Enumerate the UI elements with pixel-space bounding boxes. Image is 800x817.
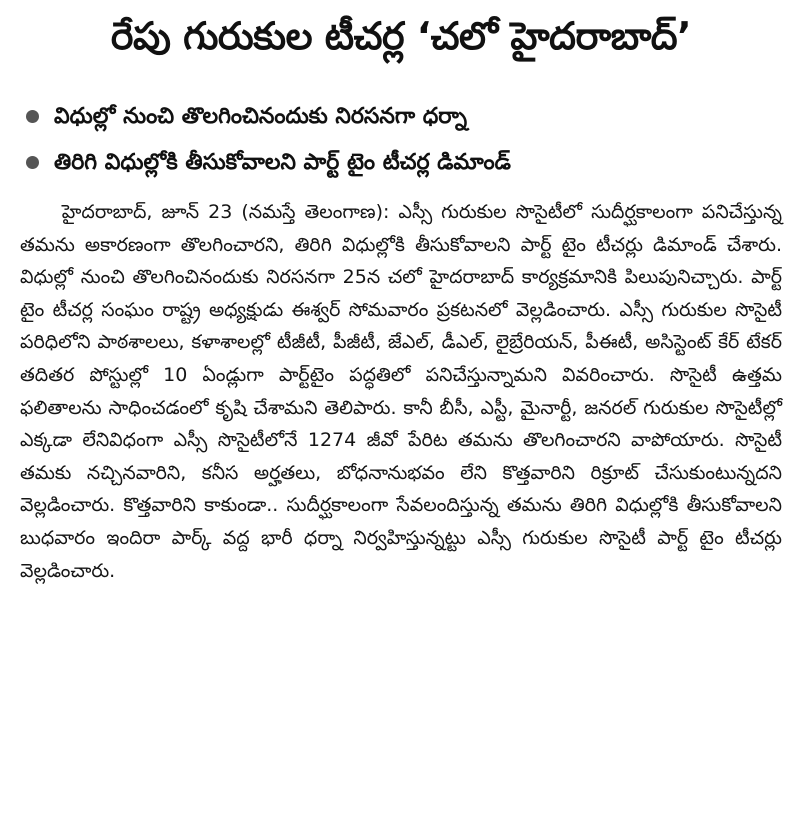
subheading-item: [20, 140, 782, 186]
subheading-text: తిరిగి విధుల్లోకి తీసుకోవాలని పార్ట్ టైం టీచర్ల డిమాండ్: [54, 150, 511, 175]
subheading-text: విధుల్లో నుంచి తొలగించినందుకు నిరసనగా ధర్నా: [54, 104, 467, 129]
subheading-item: [20, 94, 782, 140]
headline: రేపు గురుకుల టీచర్ల ‘చలో హైదరాబాద్’: [110, 14, 692, 58]
bullet-dot-icon: [26, 110, 39, 123]
article-body: హైదరాబాద్, జూన్ 23 (నమస్తే తెలంగాణ): ఎస్సీ గురుకుల సొసైటీలో సుదీర్ఘకాలంగా పనిచేస్తున్న తమను అకారణంగా తొలగించారని, తిరిగి విధుల్లోకి తీసుకోవాలని పార్ట్ టైం టీచర్లు డిమాండ్ చేశారు. విధుల్లో నుంచి తొలగించినందుకు నిరసనగా 25న చలో హైదరాబాద్ కార్యక్రమానికి పిలుపునిచ్చారు. పార్ట్ టైం టీచర్ల సంఘం రాష్ట్ర అధ్యక్షుడు ఈశ్వర్ సోమవారం ప్రకటనలో వెల్లడించారు. ఎస్సీ గురుకుల సొసైటీ పరిధిలోని పాఠశాలలు, కళాశాలల్లో టీజీటీ, పీజీటీ, జేఎల్, డీఎల్, లైబ్రేరియన్, పీఈటీ, అసిస్టెంట్ కేర్ టేకర్ తదితర పోస్టుల్లో 10 ఏండ్లుగా పార్ట్‌టైం పద్ధతిలో పనిచేస్తున్నామని వివరించారు. సొసైటీ ఉత్తమ ఫలితాలను సాధించడంలో కృషి చేశామని తెలిపారు. కానీ బీసీ, ఎస్టీ, మైనార్టీ, జనరల్ గురుకుల సొసైటీల్లో ఎక్కడా లేనివిధంగా ఎస్సీ సొసైటీలోనే 1274 జీవో పేరిట తమను తొలగించారని వాపోయారు. సొసైటీ తమకు నచ్చినవారిని, కనీస అర్హతలు, బోధనానుభవం లేని కొత్తవారిని రిక్రూట్ చేసుకుంటున్నదని వెల్లడించారు. కొత్తవారిని కాకుండా.. సుదీర్ఘకాలంగా సేవలందిస్తున్న తమను తిరిగి విధుల్లోకి తీసుకోవాలని బుధవారం ఇందిరా పార్క్ వద్ద భారీ ధర్నా నిర్వహిస్తున్నట్టు ఎస్సీ గురుకుల సొసైటీ పార్ట్ టైం టీచర్లు వెల్లడించారు.: [20, 201, 782, 582]
subheading-list: [20, 94, 782, 186]
bullet-dot-icon: [26, 156, 39, 169]
